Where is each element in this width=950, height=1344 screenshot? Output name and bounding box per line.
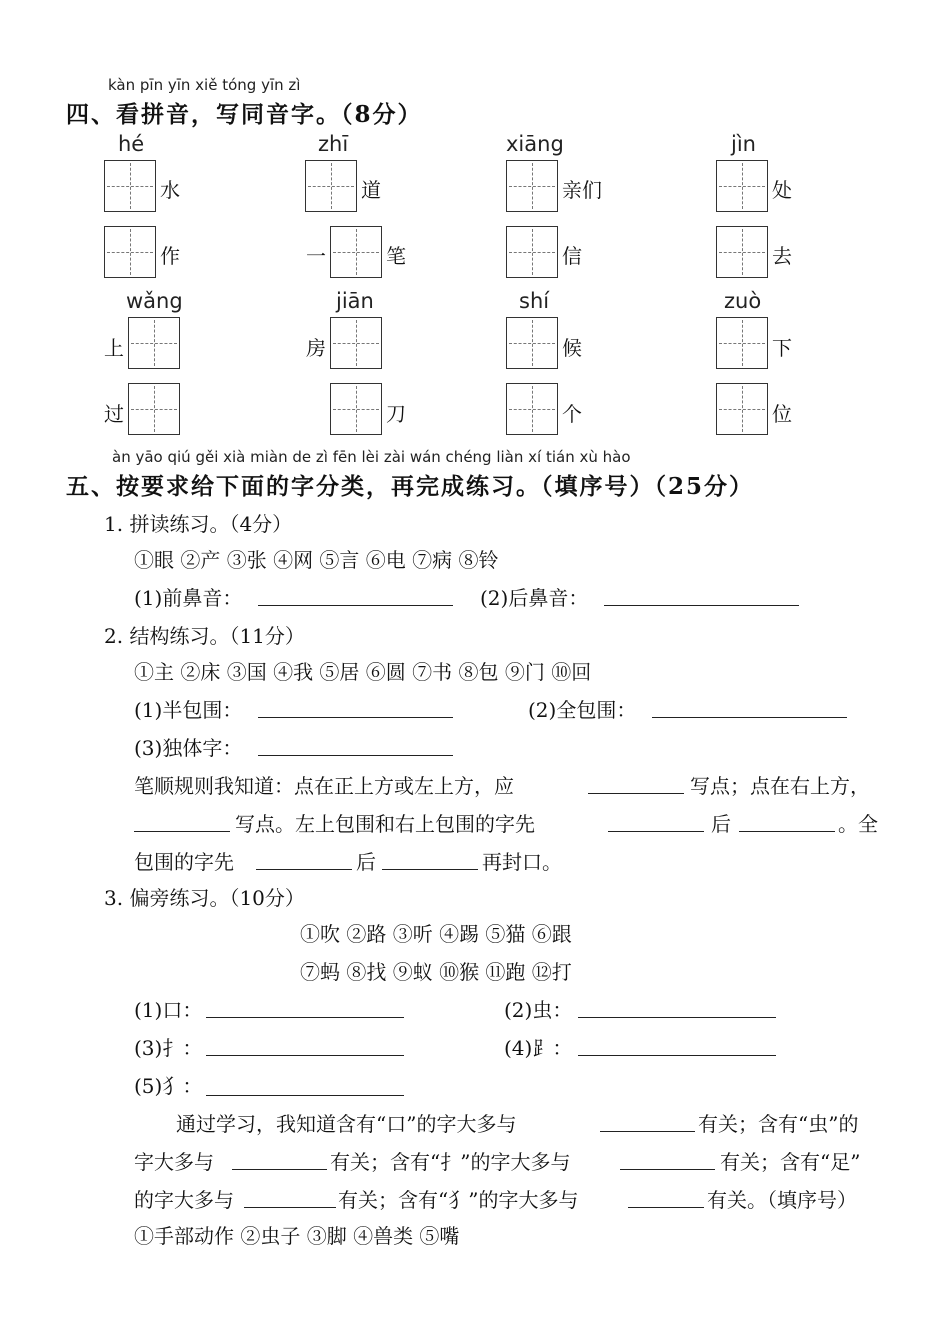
- paragraph-text: 有关。（填序号）: [707, 1188, 857, 1212]
- char-box[interactable]: [716, 226, 768, 278]
- answer-line[interactable]: [206, 1095, 404, 1096]
- q3-label-animal: (5)犭：: [134, 1074, 203, 1098]
- char-box[interactable]: [716, 160, 768, 212]
- word-suffix: 个: [562, 402, 582, 426]
- paragraph-text: 有关；含有“犭”的字大多与: [338, 1188, 579, 1212]
- char-box[interactable]: [330, 383, 382, 435]
- paragraph-text: 有关；含有“虫”的: [698, 1112, 859, 1136]
- pinyin-xiang: xiāng: [506, 132, 564, 156]
- answer-line[interactable]: [206, 1017, 404, 1018]
- char-box[interactable]: [506, 383, 558, 435]
- char-box[interactable]: [128, 317, 180, 369]
- rule-text: 。全: [838, 812, 878, 836]
- q3-label-foot: (4)⻊：: [504, 1036, 573, 1060]
- paragraph-text: 有关；含有“扌”的字大多与: [330, 1150, 571, 1174]
- answer-line[interactable]: [652, 717, 847, 718]
- char-box[interactable]: [716, 317, 768, 369]
- char-box[interactable]: [104, 226, 156, 278]
- q3-label-hand: (3)扌：: [134, 1036, 203, 1060]
- answer-line[interactable]: [244, 1207, 336, 1208]
- char-box[interactable]: [305, 160, 357, 212]
- section4-pinyin-title: kàn pīn yīn xiě tóng yīn zì: [108, 76, 301, 94]
- rule-text: 笔顺规则我知道：点在正上方或左上方，应: [134, 774, 514, 798]
- section4-title: 四、看拼音，写同音字。（8分）: [66, 101, 423, 128]
- q3-label-insect: (2)虫：: [504, 998, 573, 1022]
- char-box[interactable]: [716, 383, 768, 435]
- word-suffix: 笔: [386, 244, 406, 268]
- paragraph-text: 字大多与: [134, 1150, 214, 1174]
- q3-options: ①手部动作 ②虫子 ③脚 ④兽类 ⑤嘴: [134, 1224, 460, 1248]
- answer-line[interactable]: [258, 755, 453, 756]
- rule-text: 再封口。: [482, 850, 562, 874]
- word-suffix: 亲们: [562, 178, 602, 202]
- q2-label-half: (1)半包围：: [134, 698, 243, 722]
- pinyin-jian: jiān: [336, 289, 374, 313]
- word-suffix: 作: [160, 244, 180, 268]
- answer-line[interactable]: [258, 717, 453, 718]
- section5-title: 五、按要求给下面的字分类，再完成练习。（填序号）（25分）: [66, 473, 755, 500]
- section5-pinyin-title: àn yāo qiú gěi xià miàn de zì fēn lèi zài wán chéng liàn xí tián xù hào: [112, 448, 631, 466]
- answer-line[interactable]: [739, 831, 835, 832]
- pinyin-shi: shí: [519, 289, 550, 313]
- word-suffix: 位: [772, 402, 792, 426]
- word-suffix: 去: [772, 244, 792, 268]
- word-suffix: 道: [361, 178, 381, 202]
- char-box[interactable]: [506, 226, 558, 278]
- answer-line[interactable]: [608, 831, 704, 832]
- answer-line[interactable]: [588, 793, 684, 794]
- rule-text: 后: [356, 850, 376, 874]
- paragraph-text: 通过学习，我知道含有“口”的字大多与: [176, 1112, 517, 1136]
- q1-label-back-nasal: (2)后鼻音：: [480, 586, 589, 610]
- answer-line[interactable]: [256, 869, 352, 870]
- answer-line[interactable]: [134, 831, 230, 832]
- word-prefix: 一: [306, 244, 326, 268]
- char-box[interactable]: [506, 317, 558, 369]
- q1-label-front-nasal: (1)前鼻音：: [134, 586, 243, 610]
- q1-items: ①眼 ②产 ③张 ④网 ⑤言 ⑥电 ⑦病 ⑧铃: [134, 548, 499, 572]
- q1-title: 1. 拼读练习。（4分）: [104, 512, 293, 536]
- word-suffix: 刀: [386, 402, 406, 426]
- char-box[interactable]: [506, 160, 558, 212]
- char-box[interactable]: [128, 383, 180, 435]
- answer-line[interactable]: [258, 605, 453, 606]
- rule-text: 写点。左上包围和右上包围的字先: [235, 812, 535, 836]
- word-prefix: 上: [104, 336, 124, 360]
- q3-items-row2: ⑦蚂 ⑧找 ⑨蚁 ⑩猴 ⑪跑 ⑫打: [300, 960, 572, 984]
- word-suffix: 处: [772, 178, 792, 202]
- q3-title: 3. 偏旁练习。（10分）: [104, 886, 305, 910]
- answer-line[interactable]: [578, 1055, 776, 1056]
- q3-items-row1: ①吹 ②路 ③听 ④踢 ⑤猫 ⑥跟: [300, 922, 572, 946]
- answer-line[interactable]: [620, 1169, 715, 1170]
- answer-line[interactable]: [578, 1017, 776, 1018]
- paragraph-text: 有关；含有“足”: [720, 1150, 861, 1174]
- char-box[interactable]: [330, 226, 382, 278]
- pinyin-zuo: zuò: [724, 289, 762, 313]
- q2-label-single: (3)独体字：: [134, 736, 243, 760]
- rule-text: 后: [711, 812, 731, 836]
- paragraph-text: 的字大多与: [134, 1188, 234, 1212]
- word-suffix: 信: [562, 244, 582, 268]
- answer-line[interactable]: [628, 1207, 704, 1208]
- pinyin-jin: jìn: [731, 132, 756, 156]
- answer-line[interactable]: [232, 1169, 327, 1170]
- word-prefix: 过: [104, 402, 124, 426]
- q2-label-full: (2)全包围：: [528, 698, 637, 722]
- char-box[interactable]: [330, 317, 382, 369]
- rule-text: 包围的字先: [134, 850, 234, 874]
- q2-title: 2. 结构练习。（11分）: [104, 624, 305, 648]
- answer-line[interactable]: [206, 1055, 404, 1056]
- pinyin-wang: wǎng: [126, 289, 183, 313]
- word-suffix: 下: [772, 336, 792, 360]
- q3-label-mouth: (1)口：: [134, 998, 203, 1022]
- q2-items: ①主 ②床 ③国 ④我 ⑤居 ⑥圆 ⑦书 ⑧包 ⑨门 ⑩回: [134, 660, 592, 684]
- pinyin-he: hé: [118, 132, 145, 156]
- word-prefix: 房: [306, 336, 326, 360]
- answer-line[interactable]: [382, 869, 478, 870]
- pinyin-zhi: zhī: [318, 132, 349, 156]
- char-box[interactable]: [104, 160, 156, 212]
- answer-line[interactable]: [604, 605, 799, 606]
- rule-text: 写点；点在右上方，: [690, 774, 870, 798]
- answer-line[interactable]: [600, 1131, 695, 1132]
- word-suffix: 水: [160, 178, 180, 202]
- word-suffix: 候: [562, 336, 582, 360]
